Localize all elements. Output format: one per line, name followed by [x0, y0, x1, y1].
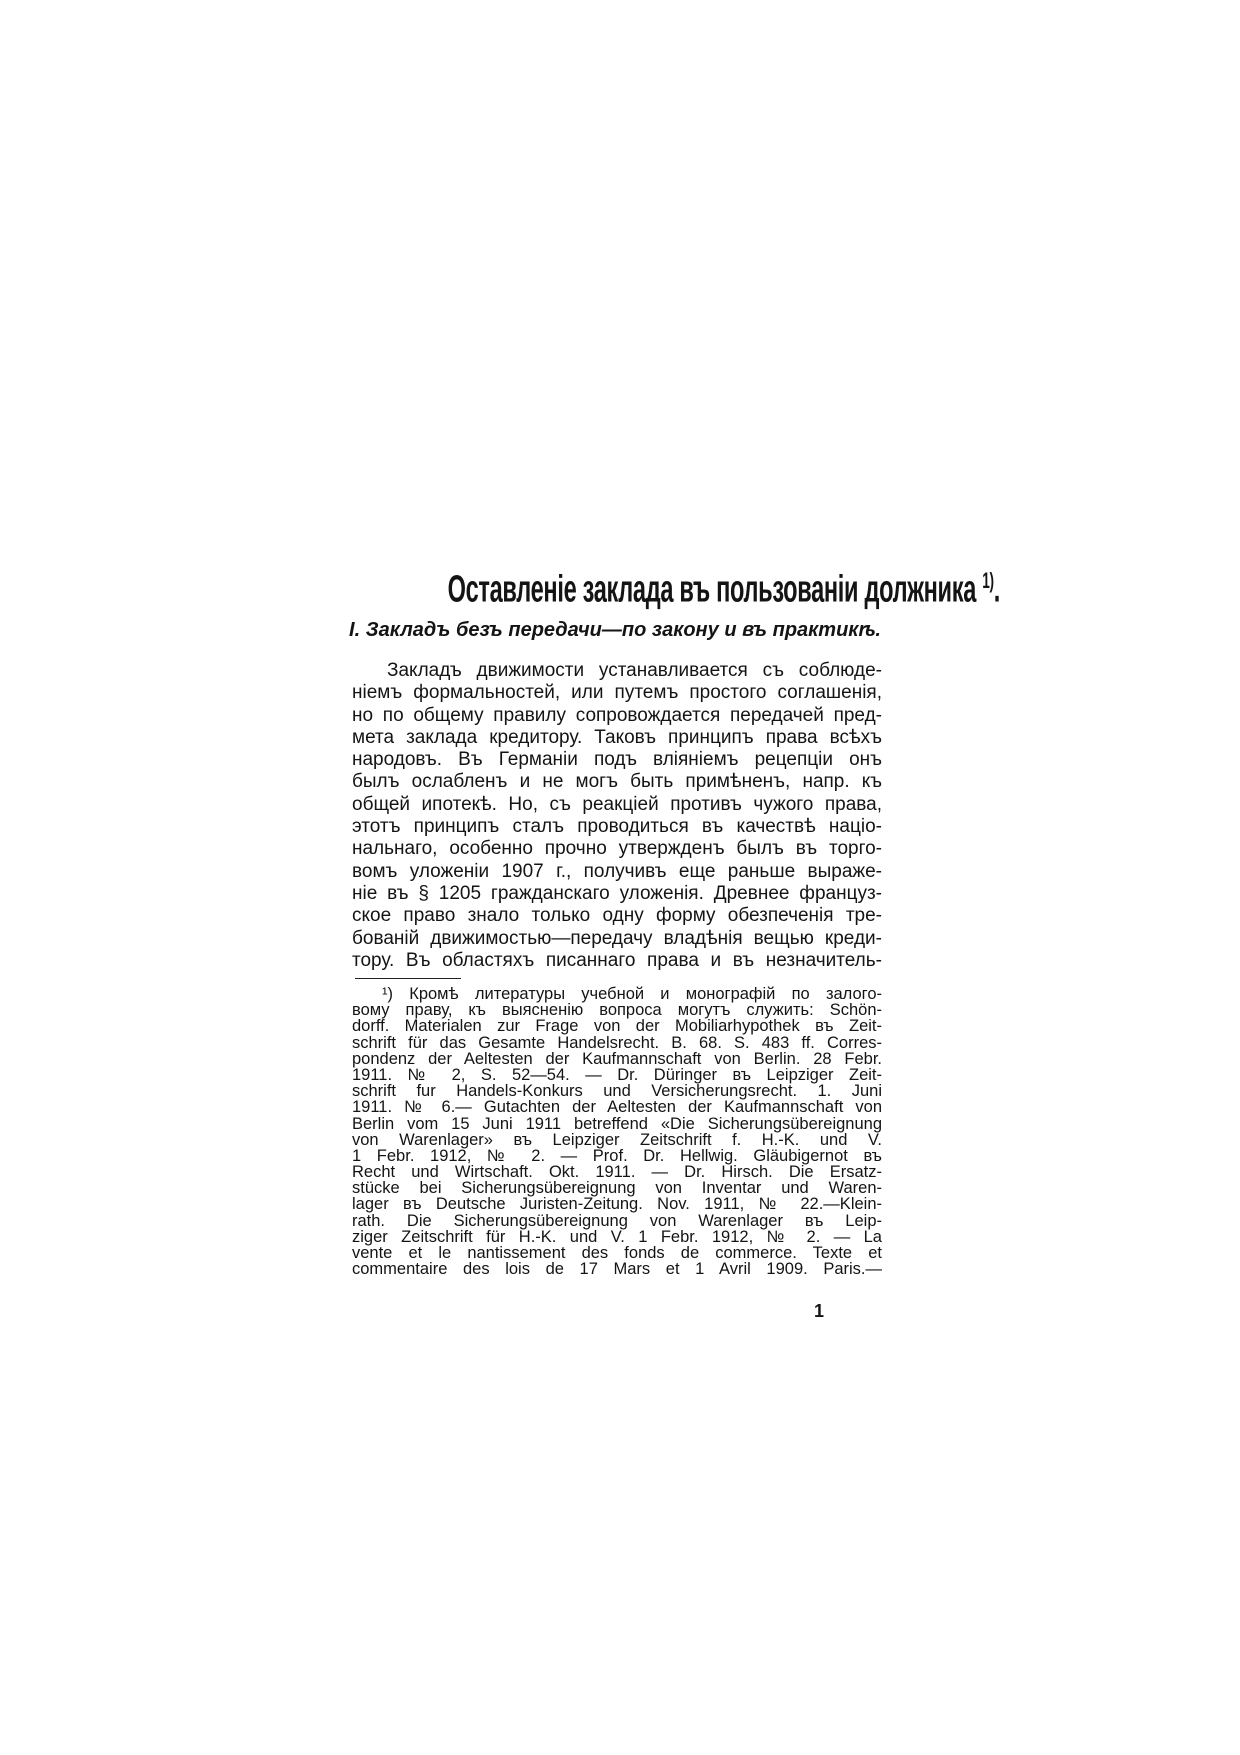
body-line: бованій движимостью—передачу владѣнія вещью креди-: [352, 927, 882, 949]
body-line: ніемъ формальностей, или путемъ простого соглашенія,: [352, 682, 882, 704]
body-line: но по общему правилу сопровождается передачей пред-: [352, 704, 882, 726]
body-line: народовъ. Въ Германіи подъ вліяніемъ рецепціи онъ: [352, 749, 882, 771]
page-number: 1: [814, 1301, 825, 1321]
page-title: Оставленіе заклада въ пользованіи должника $^{1)}$.: [447, 568, 1000, 611]
body-text: [352, 660, 882, 972]
body-line: ское право знало только одну форму обезпеченія тре-: [352, 905, 882, 927]
footnote-line: вому праву, къ выясненію вопроса могутъ служить: Schön-: [352, 1001, 882, 1020]
body-line: мета заклада кредитору. Таковъ принципъ права всѣхъ: [352, 726, 882, 748]
footnote-line: stücke bei Sicherungsübereignung von Inventar und Waren-: [352, 1179, 882, 1198]
footnote-line: lager въ Deutsche Juristen-Zeitung. Nov. 1911, № 22.—Klein-: [352, 1195, 882, 1214]
body-line: этотъ принципъ сталъ проводиться въ качествѣ націо-: [352, 816, 882, 838]
title-footnote-mark: 1): [982, 568, 994, 593]
section-subtitle: I. Закладъ безъ передачи—по закону и въ практикѣ.: [349, 619, 881, 641]
footnote-line: ¹) Кромѣ литературы учебной и монографій по залого-: [382, 985, 882, 1003]
footnote-line: Recht und Wirtschaft. Okt. 1911. — Dr. Hirsch. Die Ersatz-: [352, 1163, 882, 1182]
body-line: ніе въ § 1205 гражданскаго уложенія. Древнее француз-: [352, 882, 882, 904]
footnote-divider: [355, 978, 461, 979]
footnote-line: 1911. № 6.— Gutachten der Aeltesten der Kaufmannschaft von: [352, 1098, 882, 1117]
footnote-line: 1 Febr. 1912, № 2. — Prof. Dr. Hellwig. Gläubigernot въ: [352, 1146, 882, 1165]
body-line: тору. Въ областяхъ писаннаго права и въ незначитель-: [352, 949, 882, 971]
footnote: [352, 986, 882, 1277]
footnote-line: von Warenlager» въ Leipziger Zeitschrift f. H.-K. und V.: [352, 1130, 882, 1149]
body-line: нальнаго, особенно прочно утвержденъ былъ въ торго-: [352, 838, 882, 860]
footnote-line: pondenz der Aeltesten der Kaufmannschaft von Berlin. 28 Febr.: [352, 1049, 882, 1068]
footnote-line: dorff. Materialen zur Frage von der Mobiliarhypothek въ Zeit-: [352, 1017, 882, 1036]
footnote-line: Berlin vom 15 Juni 1911 betreffend «Die Sicherungsübereignung: [352, 1114, 882, 1133]
footnote-line: commentaire des lois de 17 Mars et 1 Avril 1909. Paris.—: [352, 1260, 882, 1279]
body-line: былъ ослабленъ и не могъ быть примѣненъ, напр. къ: [352, 771, 882, 793]
body-line: общей ипотекѣ. Но, съ реакціей противъ чужого права,: [352, 793, 882, 815]
footnote-line: 1911. № 2, S. 52—54. — Dr. Düringer въ Leipziger Zeit-: [352, 1065, 882, 1084]
body-line: Закладъ движимости устанавливается съ соблюде-: [387, 660, 882, 681]
footnote-line: vente et le nantissement des fonds de commerce. Texte et: [352, 1244, 882, 1262]
footnote-line: schrift für das Gesamte Handelsrecht. B. 68. S. 483 ff. Corres-: [352, 1033, 882, 1052]
title-text: Оставленіе заклада въ пользованіи должника: [447, 568, 977, 611]
body-line: вомъ уложеніи 1907 г., получивъ еще раньше выраже-: [352, 860, 882, 882]
footnote-line: rath. Die Sicherungsübereignung von Warenlager въ Leip-: [352, 1211, 882, 1230]
footnote-line: ziger Zeitschrift für H.-K. und V. 1 Febr. 1912, № 2. — La: [352, 1227, 882, 1246]
footnote-line: schrift fur Handels-Konkurs und Versicherungsrecht. 1. Juni: [352, 1082, 882, 1101]
